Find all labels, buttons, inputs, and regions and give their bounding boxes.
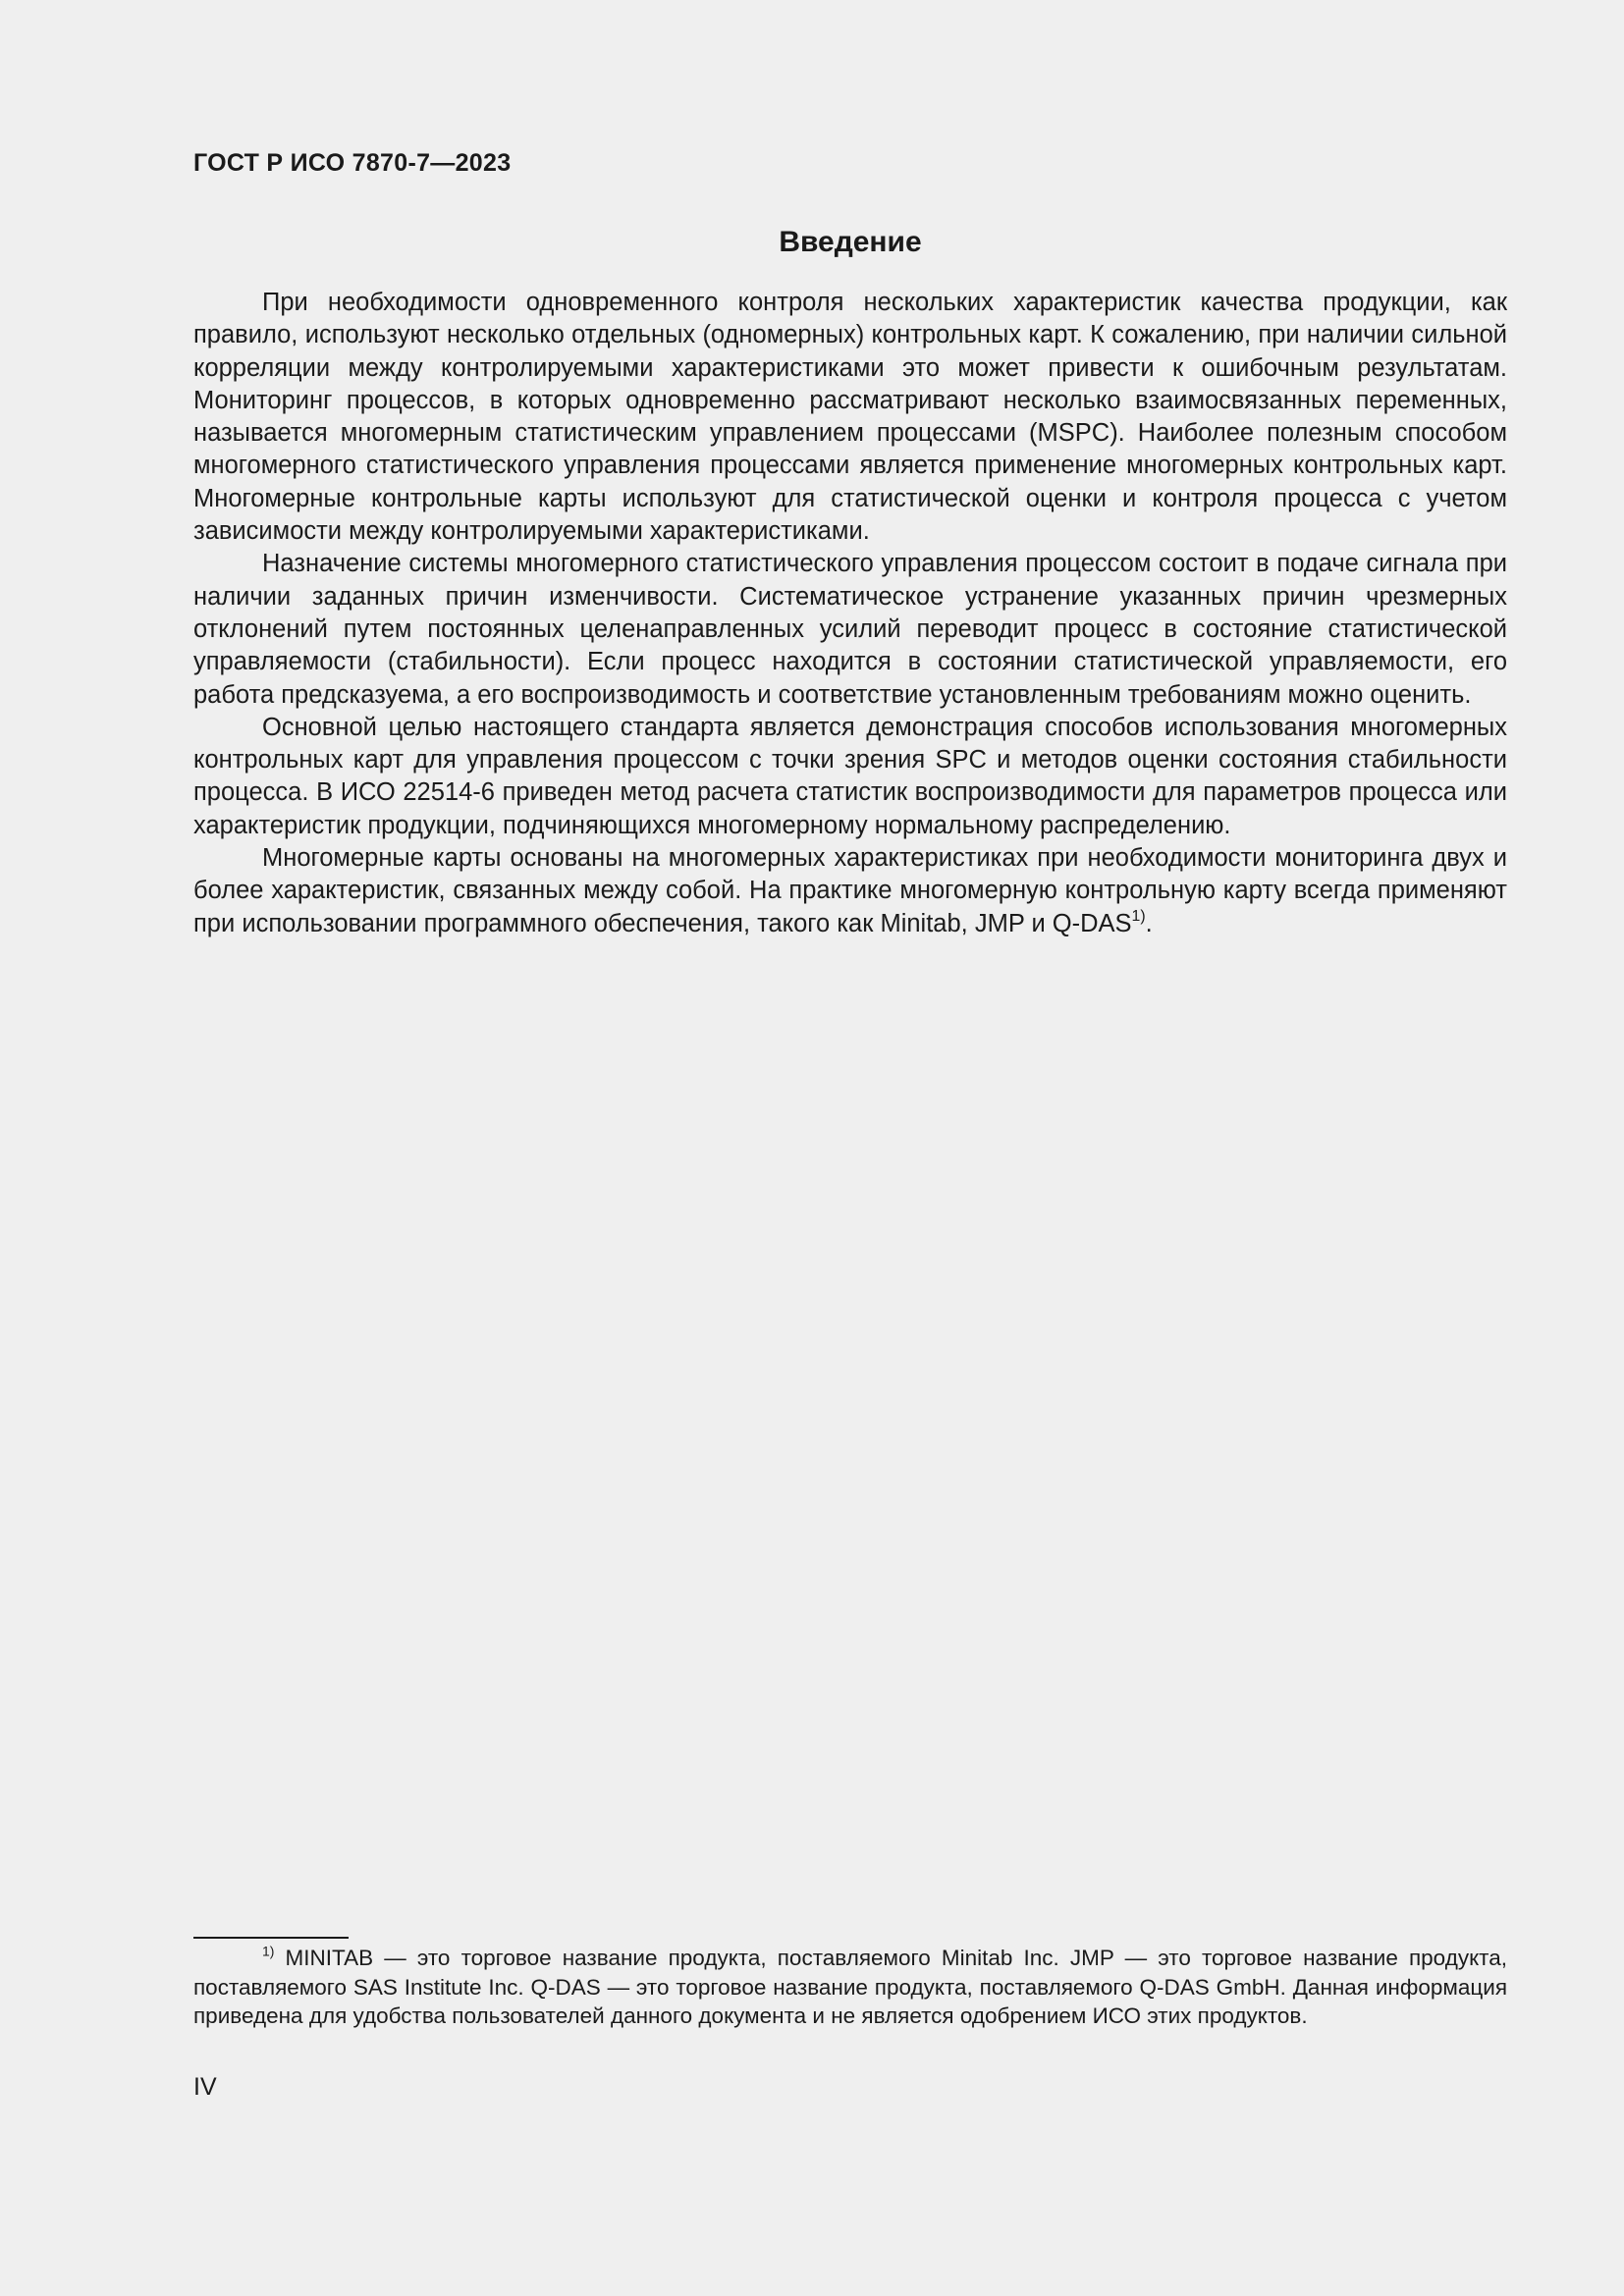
paragraph-3: Основной целью настоящего стандарта является демонстрация способов использования многомерных контрольных карт для управления процессом с точки зрения SPC и методов оценки состояния стабильности процесса. В ИСО 22514-6 приведен метод расчета статистик воспроизводимости для параметров процесса или характеристик продукции, подчиняющихся многомерному нормальному распределению. bbox=[193, 713, 1507, 839]
body-text bbox=[193, 287, 1507, 940]
paragraph-1: При необходимости одновременного контроля нескольких характеристик качества продукции, как правило, используют несколько отдельных (одномерных) контрольных карт. К сожалению, при наличии сильной корреляции между контролируемыми характеристиками это может привести к ошибочным результатам. Мониторинг процессов, в которых одновременно рассматривают несколько взаимосвязанных переменных, называется многомерным статистическим управлением процессами (MSPC). Наиболее полезным способом многомерного статистического управления процессами является применение многомерных контрольных карт. Многомерные контрольные карты используют для статистической оценки и контроля процесса с учетом зависимости между контролируемыми характеристиками. bbox=[193, 289, 1507, 546]
paragraph-4-end: . bbox=[1145, 909, 1153, 937]
paragraph-4 bbox=[193, 842, 1507, 940]
footnote-text: MINITAB — это торговое название продукта, поставляемого Minitab Inc. JMP — это торговое название продукта, поставляемого SAS Institute Inc. Q-DAS — это торговое название продукта, поставляемого Q-DAS GmbH. Данная информация приведена для удобства пользователей данного документа и не является одобрением ИСО этих продуктов. bbox=[193, 1946, 1507, 2028]
footnote-marker: 1) bbox=[262, 1943, 275, 1959]
footnote bbox=[193, 1944, 1507, 2031]
page-number: IV bbox=[193, 2073, 217, 2101]
section-title: Введение bbox=[779, 226, 922, 258]
document-header: ГОСТ Р ИСО 7870-7—2023 bbox=[193, 149, 512, 177]
footnote-reference[interactable]: 1) bbox=[1131, 907, 1146, 925]
document-page bbox=[193, 0, 1507, 2296]
footnote-divider bbox=[193, 1937, 349, 1939]
paragraph-2: Назначение системы многомерного статистического управления процессом состоит в подаче сигнала при наличии заданных причин изменчивости. Систематическое устранение указанных причин чрезмерных отклонений путем постоянных целенаправленных усилий переводит процесс в состояние статистической управляемости (стабильности). Если процесс находится в состоянии статистической управляемости, его работа предсказуема, а его воспроизводимость и соответствие установленным требованиям можно оценить. bbox=[193, 550, 1507, 709]
paragraph-4-text: Многомерные карты основаны на многомерных характеристиках при необходимости мониторинга двух и более характеристик, связанных между собой. На практике многомерную контрольную карту всегда применяют при использовании программного обеспечения, такого как Minitab, JMP и Q-DAS bbox=[193, 844, 1507, 937]
